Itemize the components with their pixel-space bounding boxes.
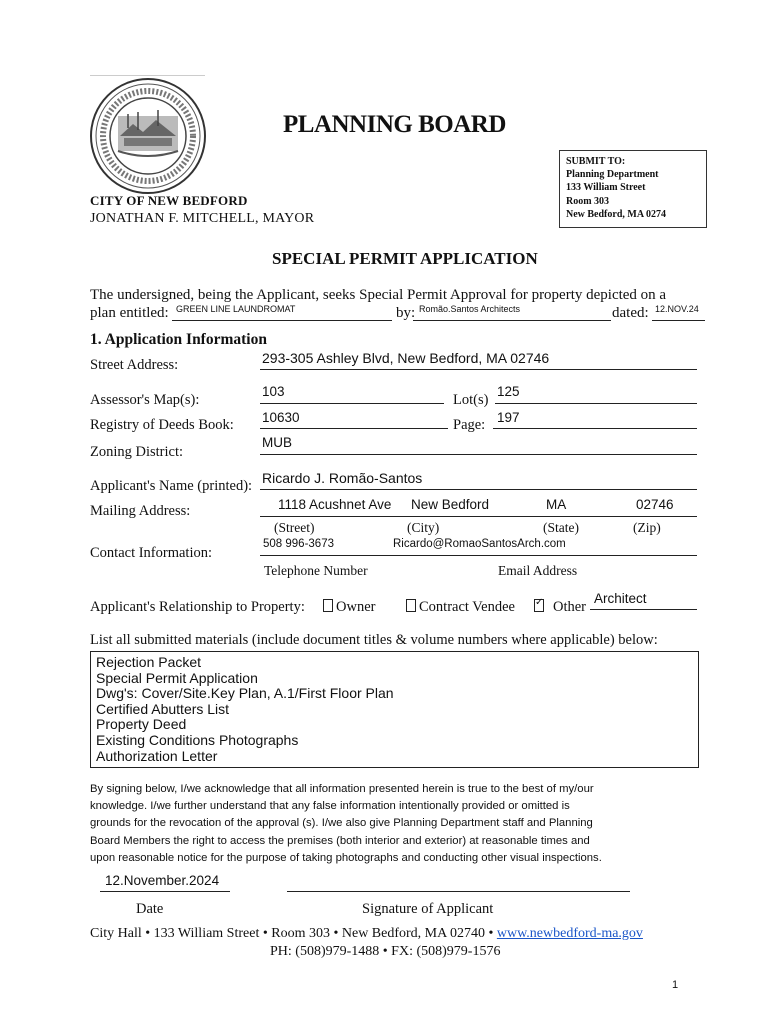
owner-label: Owner bbox=[336, 599, 376, 615]
material-item: Certified Abutters List bbox=[96, 700, 230, 717]
submit-to-box bbox=[559, 150, 707, 228]
vendee-label: Contract Vendee bbox=[419, 599, 515, 615]
phone-field[interactable]: 508 996-3673 bbox=[263, 538, 334, 550]
page-number: 1 bbox=[672, 979, 679, 991]
contact-label: Contact Information: bbox=[90, 545, 213, 561]
mayor-name: JONATHAN F. MITCHELL, MAYOR bbox=[90, 211, 315, 226]
zoning-field[interactable]: MUB bbox=[262, 435, 292, 450]
dated-label: dated: bbox=[612, 305, 649, 321]
seal-rule bbox=[90, 75, 205, 76]
date-caption: Date bbox=[136, 901, 164, 917]
rel-vendee-option[interactable] bbox=[406, 599, 515, 616]
street-field[interactable]: 293-305 Ashley Blvd, New Bedford, MA 02746 bbox=[262, 350, 550, 366]
material-item: Existing Conditions Photographs bbox=[96, 731, 299, 748]
deeds-label: Registry of Deeds Book: bbox=[90, 417, 234, 433]
plan-entitled-field[interactable]: GREEN LINE LAUNDROMAT bbox=[176, 304, 296, 314]
lot-label: Lot(s) bbox=[453, 392, 489, 408]
footer-address-text: City Hall • 133 William Street • Room 303 • New Bedford, MA 02740 • bbox=[90, 926, 494, 941]
acknowledgement-line: Board Members the right to access the premises (both interior and exterior) at reasonable times and bbox=[90, 834, 590, 847]
signature-line[interactable] bbox=[287, 891, 630, 892]
section-heading: 1. Application Information bbox=[90, 331, 267, 348]
page-label: Page: bbox=[453, 417, 486, 433]
vendee-checkbox[interactable] bbox=[406, 599, 416, 612]
material-item: Property Deed bbox=[96, 716, 187, 733]
applicant-label: Applicant's Name (printed): bbox=[90, 478, 253, 494]
submit-to-line: 133 William Street bbox=[566, 182, 646, 194]
city-seal bbox=[88, 76, 208, 196]
city-caption: (City) bbox=[407, 520, 440, 535]
map-field[interactable]: 103 bbox=[262, 384, 285, 399]
street-caption: (Street) bbox=[274, 520, 315, 535]
date-field[interactable]: 12.November.2024 bbox=[105, 873, 220, 888]
materials-box[interactable] bbox=[90, 651, 699, 768]
other-field[interactable]: Architect bbox=[594, 591, 647, 606]
website-link[interactable]: www.newbedford-ma.gov bbox=[496, 926, 643, 941]
dated-field[interactable]: 12.NOV.24 bbox=[655, 304, 699, 314]
mailing-label: Mailing Address: bbox=[90, 503, 191, 519]
applicant-field[interactable]: Ricardo J. Romão-Santos bbox=[262, 470, 423, 486]
owner-checkbox[interactable] bbox=[323, 599, 333, 612]
footer-address bbox=[90, 926, 643, 942]
acknowledgement-line: By signing below, I/we acknowledge that all information presented herein is true to the best of my/our bbox=[90, 783, 594, 795]
submit-to-heading: SUBMIT TO: bbox=[566, 156, 626, 167]
submit-to-line: Room 303 bbox=[566, 195, 610, 207]
material-item: Rejection Packet bbox=[96, 654, 202, 670]
rel-other-option[interactable] bbox=[534, 599, 586, 616]
acknowledgement-line: knowledge. I/we further understand that any false information intentionally provided or omitted is bbox=[90, 800, 570, 813]
material-item: Special Permit Application bbox=[96, 669, 258, 686]
mailing-state-field[interactable]: MA bbox=[546, 497, 567, 512]
state-caption: (State) bbox=[543, 520, 579, 535]
acknowledgement-text bbox=[90, 781, 690, 867]
phone-caption: Telephone Number bbox=[264, 563, 368, 578]
material-item: Dwg's: Cover/Site.Key Plan, A.1/First Floor Plan bbox=[96, 685, 394, 702]
map-label: Assessor's Map(s): bbox=[90, 392, 200, 408]
footer-phone: PH: (508)979-1488 • FX: (508)979-1576 bbox=[270, 944, 501, 959]
email-caption: Email Address bbox=[498, 563, 578, 578]
page-title: PLANNING BOARD bbox=[283, 111, 506, 138]
street-label: Street Address: bbox=[90, 357, 179, 373]
page-field[interactable]: 197 bbox=[497, 410, 520, 425]
zip-caption: (Zip) bbox=[633, 520, 661, 535]
zoning-label: Zoning District: bbox=[90, 444, 184, 460]
material-item: Authorization Letter bbox=[96, 747, 218, 764]
submit-to-line: Planning Department bbox=[566, 169, 659, 181]
mailing-city-field[interactable]: New Bedford bbox=[411, 497, 490, 512]
materials-label: List all submitted materials (include document titles & volume numbers where applicable) below: bbox=[90, 632, 658, 648]
email-field[interactable]: Ricardo@RomaoSantosArch.com bbox=[393, 538, 566, 550]
city-name: CITY OF NEW BEDFORD bbox=[90, 193, 248, 208]
other-label: Other bbox=[553, 599, 587, 615]
intro-text: The undersigned, being the Applicant, seeks Special Permit Approval for property depicted on a bbox=[90, 287, 667, 303]
by-label: by: bbox=[396, 305, 416, 321]
relationship-label: Applicant's Relationship to Property: bbox=[90, 599, 305, 615]
lot-field[interactable]: 125 bbox=[497, 384, 520, 399]
by-field[interactable]: Romão.Santos Architects bbox=[419, 304, 521, 314]
submit-to-line: New Bedford, MA 0274 bbox=[566, 208, 666, 220]
signature-caption: Signature of Applicant bbox=[362, 901, 494, 917]
city-seal-icon bbox=[88, 76, 208, 196]
mailing-zip-field[interactable]: 02746 bbox=[636, 497, 674, 512]
mailing-street-field[interactable]: 1118 Acushnet Ave bbox=[278, 497, 392, 512]
rel-owner-option[interactable] bbox=[323, 599, 375, 616]
other-checkbox[interactable] bbox=[534, 599, 544, 612]
acknowledgement-line: grounds for the revocation of the approval (s). I/we also give Planning Department staff and Planning bbox=[90, 817, 593, 830]
plan-entitled-label: plan entitled: bbox=[90, 305, 169, 321]
acknowledgement-line: upon reasonable notice for the purpose of taking photographs and conducting other visual inspections. bbox=[90, 851, 602, 864]
materials-list bbox=[91, 652, 698, 764]
form-title: SPECIAL PERMIT APPLICATION bbox=[272, 249, 538, 268]
deeds-field[interactable]: 10630 bbox=[262, 410, 300, 425]
